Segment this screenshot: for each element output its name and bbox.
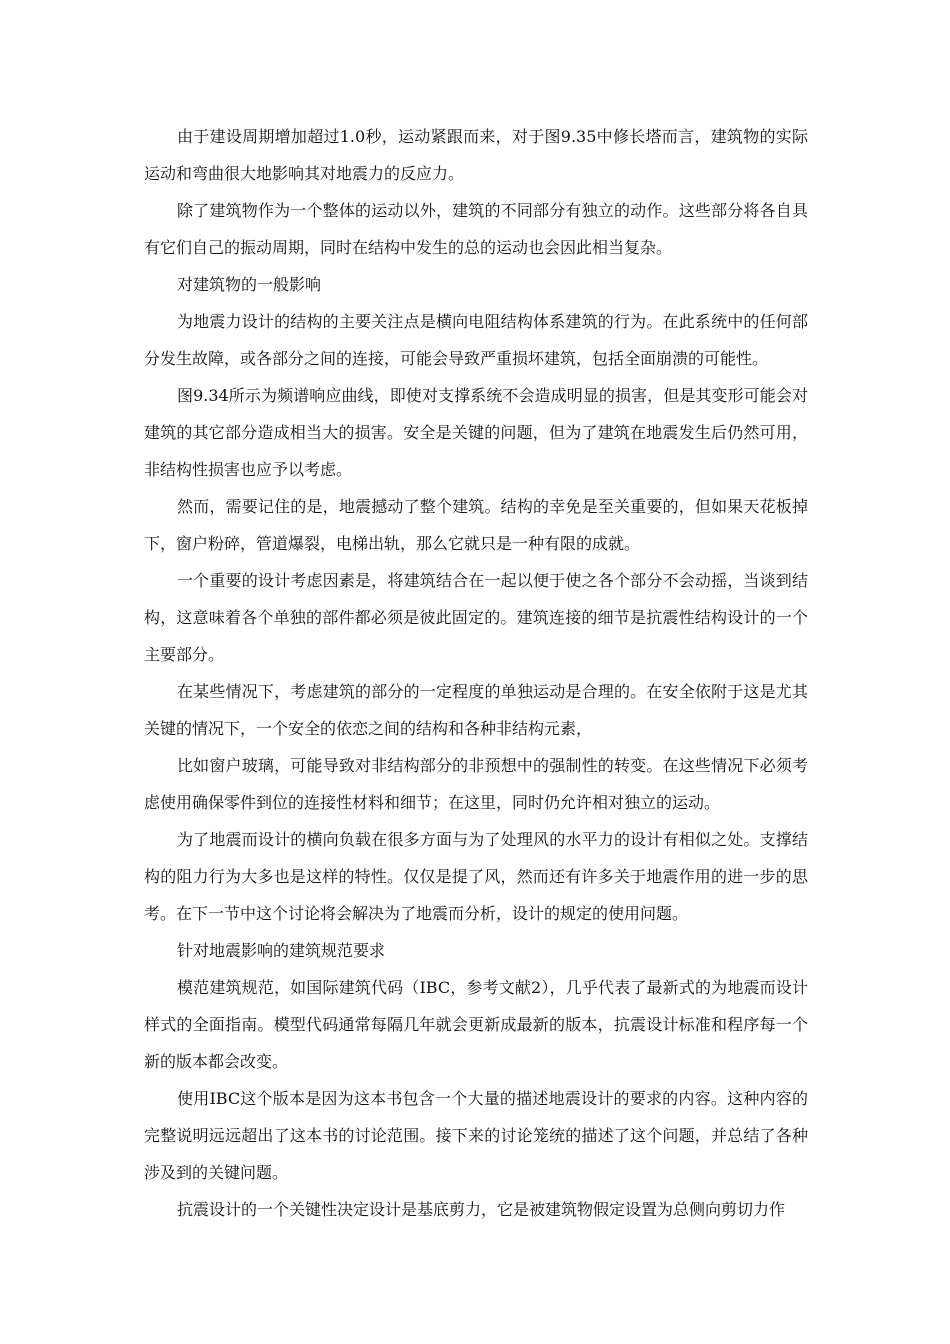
paragraph-separate-movement: 在某些情况下，考虑建筑的部分的一定程度的单独运动是合理的。在安全依附于这是尤其关键的情况下，一个安全的依恋之间的结构和各种非结构元素， [144,682,808,738]
document-page [144,118,808,1228]
paragraph-window-glass: 比如窗户玻璃，可能导致对非结构部分的非预想中的强制性的转变。在这些情况下必须考虑使用确保零件到位的连接性材料和细节；在这里，同时仍允许相对独立的运动。 [144,756,808,812]
paragraph-lateral-resistance: 为地震力设计的结构的主要关注点是横向电阻结构体系建筑的行为。在此系统中的任何部分发生故障，或各部分之间的连接，可能会导致严重损坏建筑，包括全面崩溃的可能性。 [144,312,808,368]
section-heading-code-requirements: 针对地震影响的建筑规范要求 [177,941,386,960]
paragraph-independent-motion: 除了建筑物作为一个整体的运动以外，建筑的不同部分有独立的动作。这些部分将各自具有它们自己的振动周期，同时在结构中发生的总的运动也会因此相当复杂。 [144,201,808,257]
paragraph-spectral-response: 图9.34所示为频谱响应曲线，即使对支撑系统不会造成明显的损害，但是其变形可能会对建筑的其它部分造成相当大的损害。安全是关键的问题，但为了建筑在地震发生后仍然可用，非结构性损害也应予以考虑。 [144,386,808,479]
paragraph-tower-motion: 由于建设周期增加超过1.0秒，运动紧跟而来，对于图9.35中修长塔而言，建筑物的实际运动和弯曲很大地影响其对地震力的反应力。 [144,127,808,183]
paragraph-ibc-version: 使用IBC这个版本是因为这本书包含一个大量的描述地震设计的要求的内容。这种内容的完整说明远远超出了这本书的讨论范围。接下来的讨论笼统的描述了这个问题，并总结了各种涉及到的关键问题。 [144,1089,808,1182]
paragraph-connections: 一个重要的设计考虑因素是，将建筑结合在一起以便于使之各个部分不会动摇，当谈到结构，这意味着各个单独的部件都必须是彼此固定的。建筑连接的细节是抗震性结构设计的一个主要部分。 [144,571,808,664]
paragraph-lateral-load: 为了地震而设计的横向负载在很多方面与为了处理风的水平力的设计有相似之处。支撑结构的阻力行为大多也是这样的特性。仅仅是提了风，然而还有许多关于地震作用的进一步的思考。在下一节中这个讨论将会解决为了地震而分析，设计的规定的使用问题。 [144,830,808,923]
paragraph-model-codes: 模范建筑规范，如国际建筑代码（IBC，参考文献2），几乎代表了最新式的为地震而设计样式的全面指南。模型代码通常每隔几年就会更新成最新的版本，抗震设计标准和程序每一个新的版本都会改变。 [144,978,808,1071]
paragraph-whole-building: 然而，需要记住的是，地震撼动了整个建筑。结构的幸免是至关重要的，但如果天花板掉下，窗户粉碎，管道爆裂，电梯出轨，那么它就只是一种有限的成就。 [144,497,808,553]
section-heading-general-effects: 对建筑物的一般影响 [177,275,322,294]
paragraph-base-shear: 抗震设计的一个关键性决定设计是基底剪力，它是被建筑物假定设置为总侧向剪切力作 [177,1200,786,1219]
